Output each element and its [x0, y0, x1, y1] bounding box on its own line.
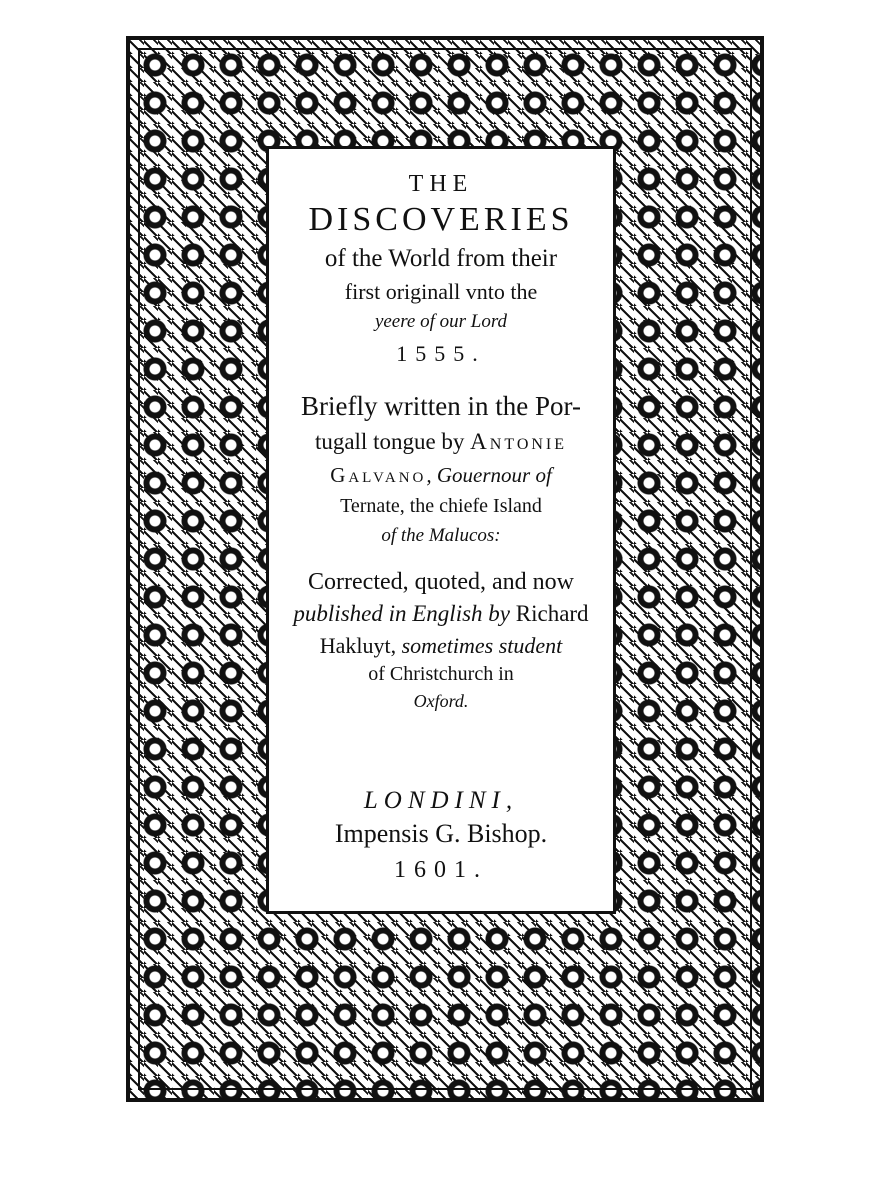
- title-line-5: yeere of our Lord: [374, 311, 508, 332]
- author-name-last: Galvano: [330, 463, 427, 487]
- title-year: 1555.: [396, 341, 486, 366]
- author-line-1: Briefly written in the Por-: [301, 391, 581, 421]
- editor-role: sometimes student: [401, 633, 563, 658]
- author-line-2-text: tugall tongue by: [314, 429, 471, 454]
- title-the: THE: [408, 171, 474, 197]
- editor-line-3: [269, 633, 613, 659]
- editor-line-5: Oxford.: [413, 691, 469, 711]
- editor-line-4: of Christchurch in: [368, 663, 514, 685]
- title-text-panel: [266, 146, 616, 914]
- author-title: , Gouernour of: [426, 463, 552, 487]
- title-line-3: of the World from their: [324, 245, 558, 272]
- editor-line-1: Corrected, quoted, and now: [308, 569, 574, 595]
- author-line-5: of the Malucos:: [381, 525, 501, 546]
- imprint-city: LONDINI,: [363, 787, 519, 814]
- editor-line-2-italic: published in English by: [293, 601, 510, 626]
- author-name-first: Antonie: [470, 429, 568, 454]
- editor-last-name: Hakluyt,: [319, 633, 402, 658]
- author-line-2: [269, 429, 613, 455]
- imprint-printer: Impensis G. Bishop.: [334, 819, 548, 848]
- editor-line-2: [269, 601, 613, 627]
- editor-first-name: Richard: [510, 601, 589, 626]
- author-line-4: Ternate, the chiefe Island: [340, 495, 542, 517]
- imprint-date: 1601.: [394, 857, 488, 883]
- author-line-3: [269, 463, 613, 488]
- title-line-4: first originall vnto the: [344, 279, 538, 304]
- title-discoveries: DISCOVERIES: [308, 201, 574, 238]
